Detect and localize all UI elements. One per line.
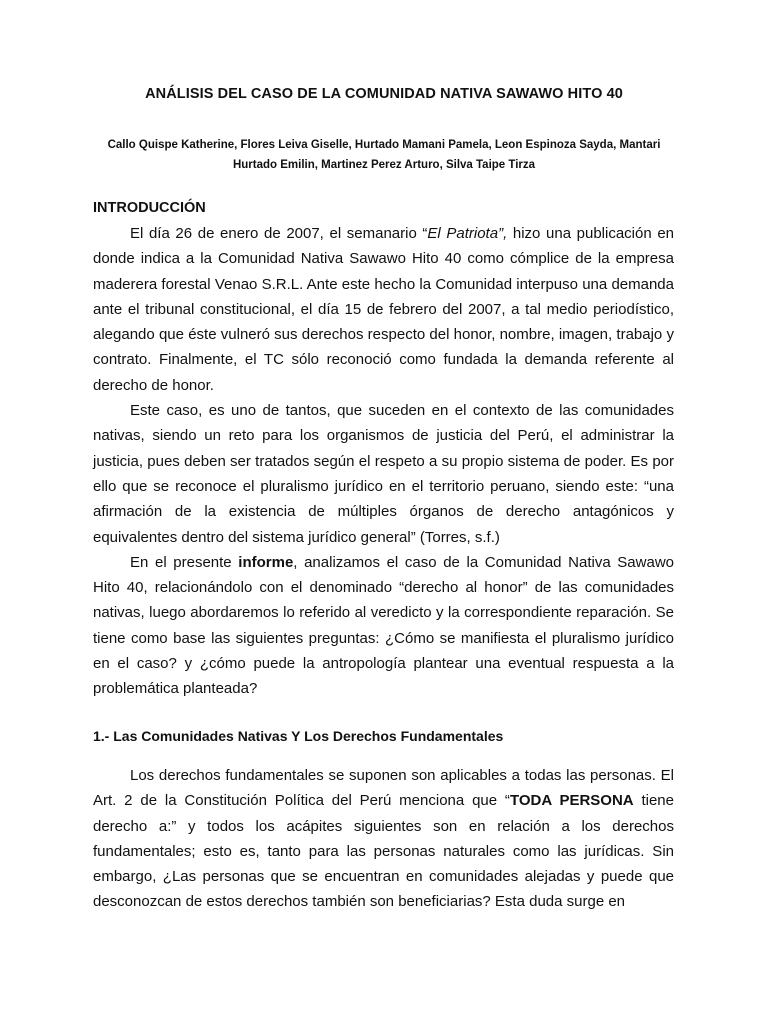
- intro-paragraph-3: [93, 550, 674, 702]
- intro-p3-bold-word: informe: [238, 553, 294, 571]
- intro-p1-newspaper-name: El Patriota”,: [427, 225, 508, 242]
- paper-title: ANÁLISIS DEL CASO DE LA COMUNIDAD NATIVA SAWAWO HITO 40: [145, 86, 623, 102]
- intro-paragraph-2: Este caso, es uno de tantos, que suceden en el contexto de las comunidades nativas, siendo un reto para los organismos de justicia del Perú, el administrar la justicia, pues deben ser tratados según el respeto a su propio sistema de poder. Es por ello que se reconoce el pluralismo jurídico en el territorio peruano, siendo este: “una afirmación de la existencia de múltiples órganos de derecho antagónicos y equivalentes dentro del sistema jurídico general” (Torres, s.f.): [93, 402, 674, 546]
- intro-paragraph-1: [93, 221, 674, 398]
- sec1-p1-bold-phrase: TODA PERSONA: [509, 792, 634, 810]
- sec1-p1-text-a: Los derechos fundamentales se suponen son aplicables a todas las personas. El Art. 2 de la Constitución Política del Perú menciona que “: [93, 767, 674, 810]
- author-line-1: Callo Quispe Katherine, Flores Leiva Giselle, Hurtado Mamani Pamela, Leon Espinoza Sayda, Mantari: [107, 139, 661, 151]
- section-1-heading: 1.- Las Comunidades Nativas Y Los Derechos Fundamentales: [93, 728, 504, 744]
- intro-p1-text-a: El día 26 de enero de 2007, el semanario “: [130, 225, 428, 242]
- intro-p3-text-a: En el presente: [130, 553, 239, 571]
- intro-p3-text-b: , analizamos el caso de la Comunidad Nativa Sawawo Hito 40, relacionándolo con el denominado “derecho al honor” de las comunidades nativas, luego abordaremos lo referido al veredicto y la correspondiente reparación. Se tiene como base las siguientes preguntas: ¿Cómo se manifiesta el pluralismo jurídico en el caso? y ¿cómo puede la antropología plantear una eventual respuesta a la problemática planteada?: [93, 553, 674, 698]
- introduction-body: [93, 221, 674, 702]
- section-1-paragraph-1: [93, 763, 674, 915]
- author-line-2: Hurtado Emilin, Martinez Perez Arturo, Silva Taipe Tirza: [232, 159, 536, 171]
- author-list: [96, 135, 672, 175]
- sec1-p1-text-b: tiene derecho a:” y todos los acápites siguientes son en relación a los derechos fundamentales; esto es, tanto para las personas naturales como las jurídicas. Sin embargo, ¿Las personas que se encuentran en comunidades alejadas y puede que desconozcan de estos derechos también son beneficiarias? Esta duda surge en: [93, 792, 674, 911]
- section-1-body: [93, 763, 674, 915]
- introduction-heading: INTRODUCCIÓN: [93, 200, 206, 216]
- intro-p1-text-b: hizo una publicación en donde indica a la Comunidad Nativa Sawawo Hito 40 como cómplice de la empresa maderera forestal Venao S.R.L. Ante este hecho la Comunidad interpuso una demanda ante el tribunal constitucional, el día 15 de febrero del 2007, a tal medio periodístico, alegando que éste vulneró sus derechos respecto del honor, nombre, imagen, trabajo y contrato. Finalmente, el TC sólo reconoció como fundada la demanda referente al derecho de honor.: [93, 225, 675, 394]
